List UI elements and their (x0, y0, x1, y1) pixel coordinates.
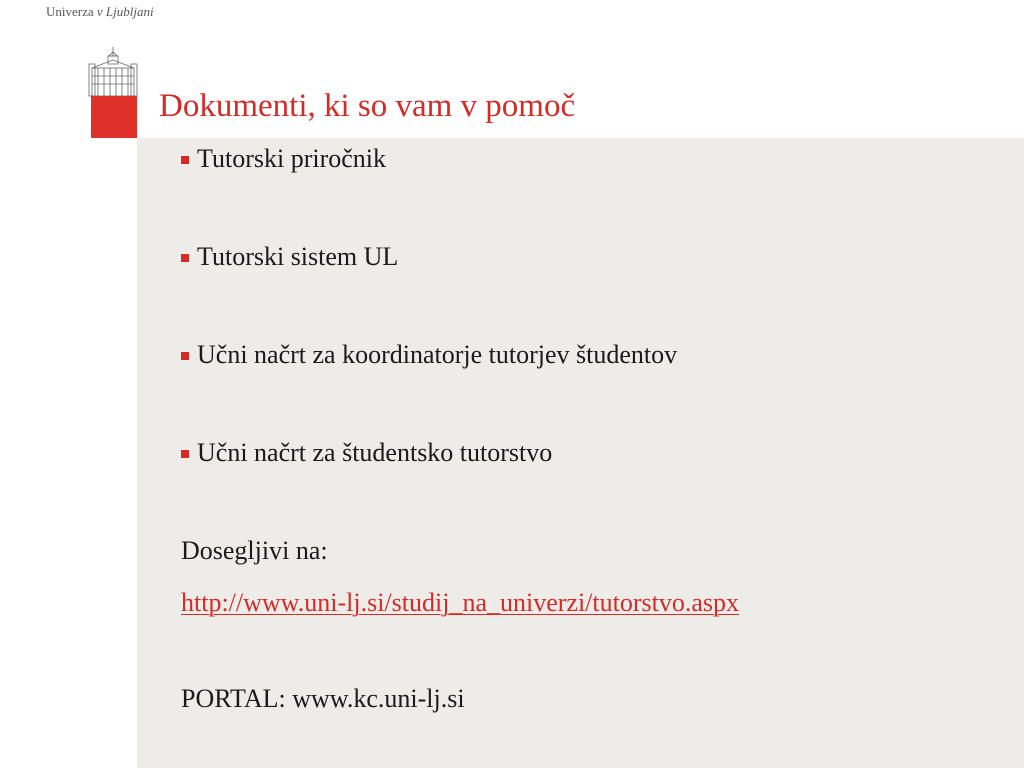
available-label: Dosegljivi na: (181, 536, 328, 565)
link-line (181, 588, 739, 618)
university-prefix: Univerza (46, 4, 94, 19)
university-suffix: v Ljubljani (96, 4, 154, 19)
slide-title: Dokumenti, ki so vam v pomoč (159, 88, 576, 124)
portal-text: PORTAL: www.kc.uni-lj.si (181, 684, 465, 713)
bullet-text: Učni načrt za koordinatorje tutorjev študentov (197, 340, 678, 369)
bullet-text: Tutorski sistem UL (197, 242, 399, 271)
bullet-item (181, 144, 386, 174)
bullet-item (181, 438, 552, 468)
red-square-bullet-icon (181, 450, 189, 458)
red-square-bullet-icon (181, 254, 189, 262)
bullet-item (181, 340, 677, 370)
red-square-bullet-icon (181, 156, 189, 164)
university-building-logo-icon (88, 46, 138, 98)
bullet-item (181, 242, 398, 272)
bullet-text: Tutorski priročnik (197, 144, 386, 173)
tutorstvo-link[interactable]: http://www.uni-lj.si/studij_na_univerzi/tutorstvo.aspx (181, 588, 739, 617)
bullet-text: Učni načrt za študentsko tutorstvo (197, 438, 553, 467)
title-accent-block (91, 96, 137, 138)
red-square-bullet-icon (181, 352, 189, 360)
university-header (46, 4, 154, 20)
